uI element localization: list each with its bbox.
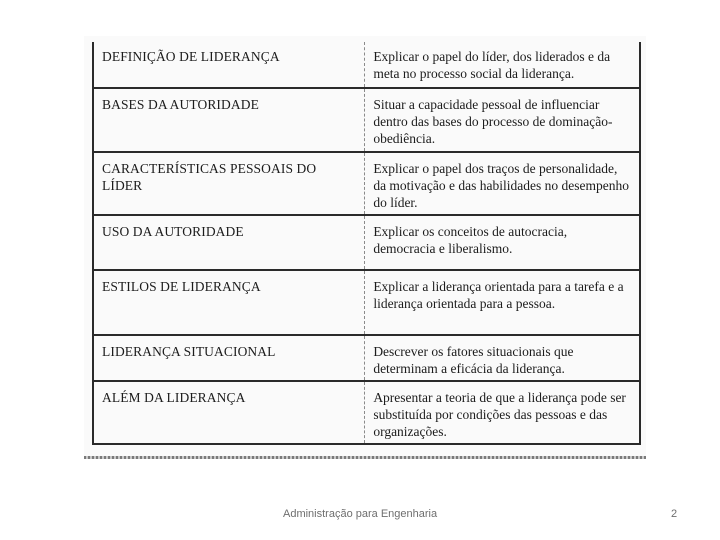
topic-cell: USO DA AUTORIDADE <box>93 215 365 270</box>
topic-cell: ALÉM DA LIDERANÇA <box>93 381 365 444</box>
description-cell: Explicar a liderança orientada para a tarefa e a liderança orientada para a pessoa. <box>365 270 640 335</box>
topic-cell: LIDERANÇA SITUACIONAL <box>93 335 365 381</box>
topic-cell: CARACTERÍSTICAS PESSOAIS DO LÍDER <box>93 152 365 215</box>
leadership-topics-table <box>92 42 641 445</box>
table-row <box>93 381 640 444</box>
table-row <box>93 152 640 215</box>
description-cell: Explicar o papel do líder, dos liderados e da meta no processo social da liderança. <box>373 49 611 81</box>
topic-cell: ESTILOS DE LIDERANÇA <box>93 270 365 335</box>
scanned-table-image <box>84 36 646 459</box>
topic-cell: BASES DA AUTORIDADE <box>93 88 365 152</box>
description-cell: Apresentar a teoria de que a liderança pode ser substituída por condições das pessoas e das organizações. <box>365 381 640 444</box>
description-cell: Explicar o papel dos traços de personalidade, da motivação e das habilidades no desempenho do líder. <box>365 152 640 215</box>
footer-text: Administração para Engenharia <box>283 508 438 520</box>
table-row <box>93 335 640 381</box>
page-number: 2 <box>671 508 678 520</box>
description-cell: Situar a capacidade pessoal de influenciar dentro das bases do processo de dominação-obediência. <box>365 88 640 152</box>
table-row <box>93 215 640 270</box>
table-row <box>93 42 640 88</box>
table-row <box>93 88 640 152</box>
topic-cell: DEFINIÇÃO DE LIDERANÇA <box>93 42 365 88</box>
table-row <box>93 270 640 335</box>
description-cell: Explicar os conceitos de autocracia, democracia e liberalismo. <box>365 215 640 270</box>
description-cell: Descrever os fatores situacionais que determinam a eficácia da liderança. <box>365 335 640 381</box>
